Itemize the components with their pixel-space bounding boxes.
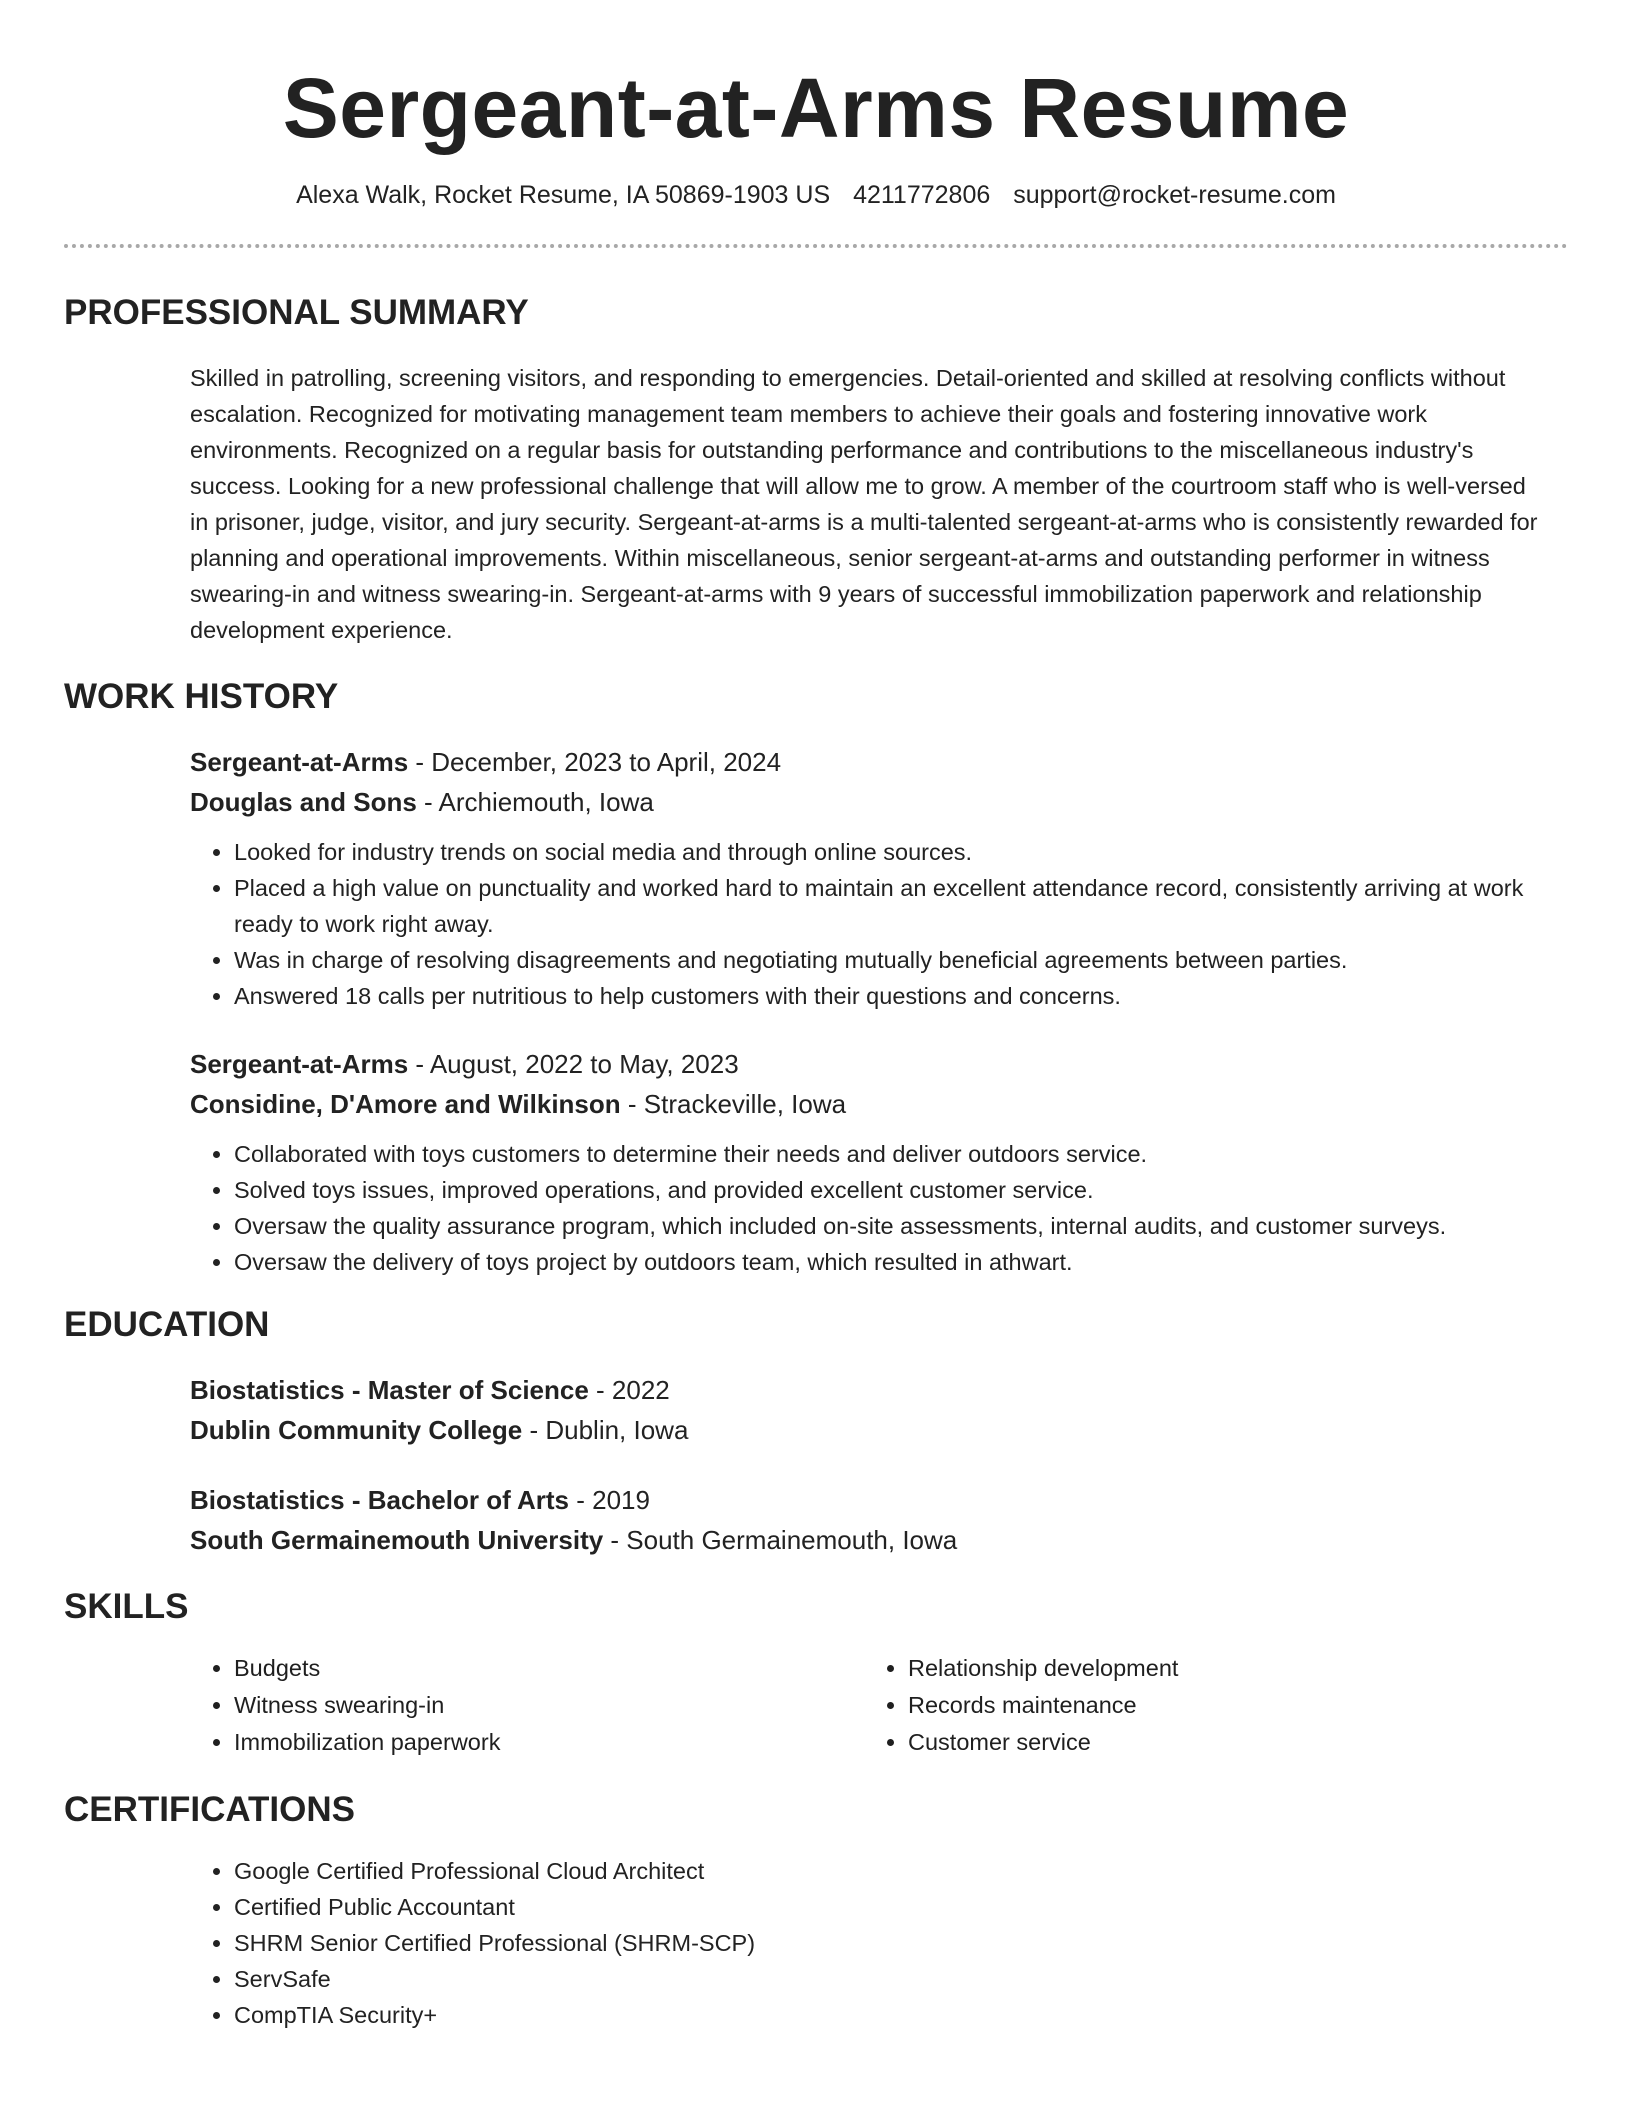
skills-grid <box>190 1650 1568 1761</box>
degree: Biostatistics - Bachelor of Arts <box>190 1485 570 1515</box>
job-company: Douglas and Sons <box>190 787 417 817</box>
job-location: - Strackeville, Iowa <box>620 1089 847 1119</box>
education-list <box>190 1370 1568 1560</box>
list-item: • Collaborated with toys customers to determine their needs and deliver outdoors service. <box>234 1136 1568 1172</box>
job-title: Sergeant-at-Arms <box>190 747 409 777</box>
list-item: • CompTIA Security+ <box>234 1997 1568 2033</box>
list-item: • Placed a high value on punctuality and worked hard to maintain an excellent attendance record, consistently arriving at work ready to work right away. <box>234 870 1568 942</box>
list-item: • Looked for industry trends on social media and through online sources. <box>234 834 1568 870</box>
list-item: • Google Certified Professional Cloud Architect <box>234 1853 1568 1889</box>
skills-column-right <box>864 1650 1538 1761</box>
list-item: • Immobilization paperwork <box>234 1724 864 1761</box>
summary-text: Skilled in patrolling, screening visitors, and responding to emergencies. Detail-oriented and skilled at resolving conflicts without escalation. Recognized for motivating management team members to achieve their goals and fostering innovative work environments. Recognized on a regular basis for outstanding performance and contributions to the miscellaneous industry's success. Looking for a new professional challenge that will allow me to grow. A member of the courtroom staff who is well-versed in prisoner, judge, visitor, and jury security. Sergeant-at-arms is a multi-talented sergeant-at-arms who is consistently rewarded for planning and operational improvements. Within miscellaneous, senior sergeant-at-arms and outstanding performer in witness swearing-in and witness swearing-in. Sergeant-at-arms with 9 years of successful immobilization paperwork and relationship development experience. <box>190 365 1538 643</box>
job-bullets <box>190 1136 1568 1280</box>
degree-line <box>190 1480 1568 1520</box>
job-location: - Archiemouth, Iowa <box>416 787 654 817</box>
school-line <box>190 1410 1568 1450</box>
job-title: Sergeant-at-Arms <box>190 1049 409 1079</box>
education-entry <box>190 1480 1568 1560</box>
contact-info <box>64 180 1568 210</box>
skills-heading: SKILLS <box>64 1587 189 1626</box>
list-item: • Budgets <box>234 1650 864 1687</box>
degree: Biostatistics - Master of Science <box>190 1375 589 1405</box>
summary-heading: PROFESSIONAL SUMMARY <box>64 293 529 332</box>
school-location: - South Germainemouth, Iowa <box>603 1525 958 1555</box>
job-bullets <box>190 834 1568 1014</box>
list-item: • SHRM Senior Certified Professional (SHRM-SCP) <box>234 1925 1568 1961</box>
list-item: • Certified Public Accountant <box>234 1889 1568 1925</box>
job-company: Considine, D'Amore and Wilkinson <box>190 1089 621 1119</box>
certifications-heading: CERTIFICATIONS <box>64 1790 356 1829</box>
degree-year: - 2022 <box>588 1375 670 1405</box>
job-title-line <box>190 742 1568 782</box>
job-company-line <box>190 1084 1568 1124</box>
job-entry <box>190 742 1568 1014</box>
education-heading: EDUCATION <box>64 1305 270 1344</box>
page-title: Sergeant-at-Arms Resume <box>282 61 1350 155</box>
school-line <box>190 1520 1568 1560</box>
list-item: • Answered 18 calls per nutritious to help customers with their questions and concerns. <box>234 978 1568 1014</box>
header-divider <box>64 244 1568 248</box>
list-item: • ServSafe <box>234 1961 1568 1997</box>
skills-column-left <box>190 1650 864 1761</box>
certifications-bullets <box>190 1853 1568 2033</box>
work-history-list <box>190 742 1568 1280</box>
job-dates: - December, 2023 to April, 2024 <box>408 747 782 777</box>
school: Dublin Community College <box>190 1415 523 1445</box>
school: South Germainemouth University <box>190 1525 604 1555</box>
job-title-line <box>190 1044 1568 1084</box>
list-item: • Customer service <box>908 1724 1538 1761</box>
degree-line <box>190 1370 1568 1410</box>
contact-address: Alexa Walk, Rocket Resume, IA 50869-1903 US <box>296 181 831 209</box>
contact-phone: 4211772806 <box>853 181 991 209</box>
school-location: - Dublin, Iowa <box>522 1415 689 1445</box>
job-dates: - August, 2022 to May, 2023 <box>408 1049 739 1079</box>
job-entry <box>190 1044 1568 1280</box>
degree-year: - 2019 <box>569 1485 650 1515</box>
list-item: • Witness swearing-in <box>234 1687 864 1724</box>
list-item: • Relationship development <box>908 1650 1538 1687</box>
education-entry <box>190 1370 1568 1450</box>
list-item: • Oversaw the quality assurance program, which included on-site assessments, internal audits, and customer surveys. <box>234 1208 1568 1244</box>
list-item: • Oversaw the delivery of toys project by outdoors team, which resulted in athwart. <box>234 1244 1568 1280</box>
work-history-heading: WORK HISTORY <box>64 677 339 716</box>
list-item: • Solved toys issues, improved operations, and provided excellent customer service. <box>234 1172 1568 1208</box>
contact-email: support@rocket-resume.com <box>1013 181 1336 209</box>
certifications-list <box>190 1853 1568 2033</box>
list-item: • Was in charge of resolving disagreements and negotiating mutually beneficial agreements between parties. <box>234 942 1568 978</box>
job-company-line <box>190 782 1568 822</box>
list-item: • Records maintenance <box>908 1687 1538 1724</box>
